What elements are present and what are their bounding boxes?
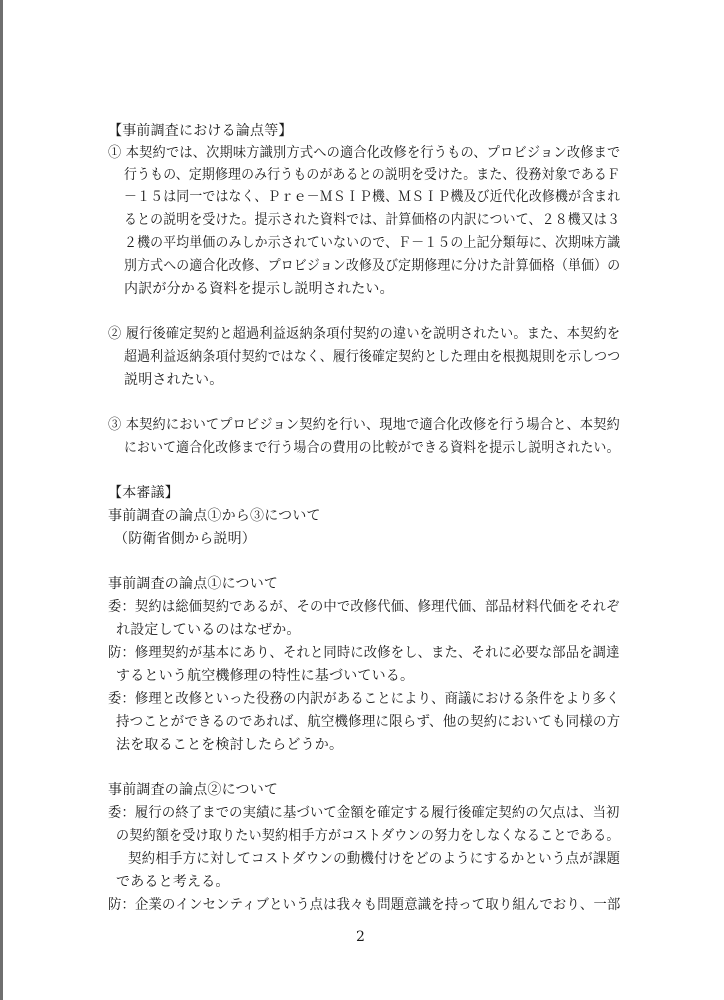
point1-line: 内訳が分かる資料を提示し説明されたい。	[124, 281, 394, 297]
point2-line: 超過利益返納条項付契約ではなく、履行後確定契約とした理由を根拠規則を示しつつ	[124, 349, 621, 365]
discussion-line: の契約額を受け取りたい契約相手方がコストダウンの努力をしなくなることである。	[116, 828, 620, 844]
prior-survey-heading: 【事前調査における論点等】	[108, 123, 293, 139]
page-number: 2	[356, 929, 365, 945]
discussion-line: 防：企業のインセンティブという点は我々も問題意識を持って取り組んでおり、一部	[108, 897, 621, 913]
discussion-line: 防：修理契約が基本にあり、それと同時に改修をし、また、それに必要な部品を調達	[108, 645, 620, 661]
discussion-line: するという航空機修理の特性に基づいている。	[116, 668, 415, 684]
point1-line: －１５は同一ではなく、Ｐｒｅ－ＭＳＩＰ機、ＭＳＩＰ機及び近代化改修機が含まれ	[124, 189, 621, 205]
point3-line: において適合化改修まで行う場合の費用の比較ができる資料を提示し説明されたい。	[124, 440, 620, 456]
discussion-line: 委：契約は総価契約であるが、その中で改修代価、修理代価、部品材料代価をそれぞ	[108, 599, 620, 615]
main-intro-line: 事前調査の論点①から③について	[108, 508, 321, 524]
discussion-line: 委：履行の終了までの実績に基づいて金額を確定する履行後確定契約の欠点は、当初	[108, 805, 620, 821]
point1-line: 別方式への適合化改修、プロビジョン改修及び定期修理に分けた計算価格（単価）の	[124, 258, 621, 274]
discussion-line: 法を取ることを検討したらどうか。	[116, 737, 344, 753]
subsection1-heading: 事前調査の論点①について	[108, 576, 279, 592]
point2-line: ② 履行後確定契約と超過利益返納条項付契約の違いを説明されたい。また、本契約を	[108, 326, 621, 342]
subsection2-heading: 事前調査の論点②について	[108, 782, 279, 798]
point1-line: 行うもの、定期修理のみ行うものがあるとの説明を受けた。また、役務対象であるＦ	[124, 167, 621, 183]
main-intro-line: （防衛省側から説明）	[114, 531, 256, 547]
main-deliberation-heading: 【本審議】	[108, 485, 179, 501]
discussion-line: 委：修理と改修といった役務の内訳があることにより、商議における条件をより多く	[108, 691, 620, 707]
point3-line: ③ 本契約においてプロビジョン契約を行い、現地で適合化改修を行う場合と、本契約	[108, 417, 620, 433]
point1-line: るとの説明を受けた。提示された資料では、計算価格の内訳について、２８機又は３	[124, 212, 621, 228]
discussion-line: 契約相手方に対してコストダウンの動機付けをどのようにするかという点が課題	[128, 851, 621, 867]
discussion-line: 持つことができるのであれば、航空機修理に限らず、他の契約においても同様の方	[116, 714, 621, 730]
point2-line: 説明されたい。	[124, 372, 224, 388]
point1-line: ① 本契約では、次期味方識別方式への適合化改修を行うもの、プロビジョン改修まで	[108, 145, 621, 161]
discussion-line: れ設定しているのはなぜか。	[116, 622, 301, 638]
discussion-line: であると考える。	[116, 874, 230, 890]
point1-line: ２機の平均単価のみしか示されていないので、Ｆ－１５の上記分類毎に、次期味方識	[124, 235, 621, 251]
